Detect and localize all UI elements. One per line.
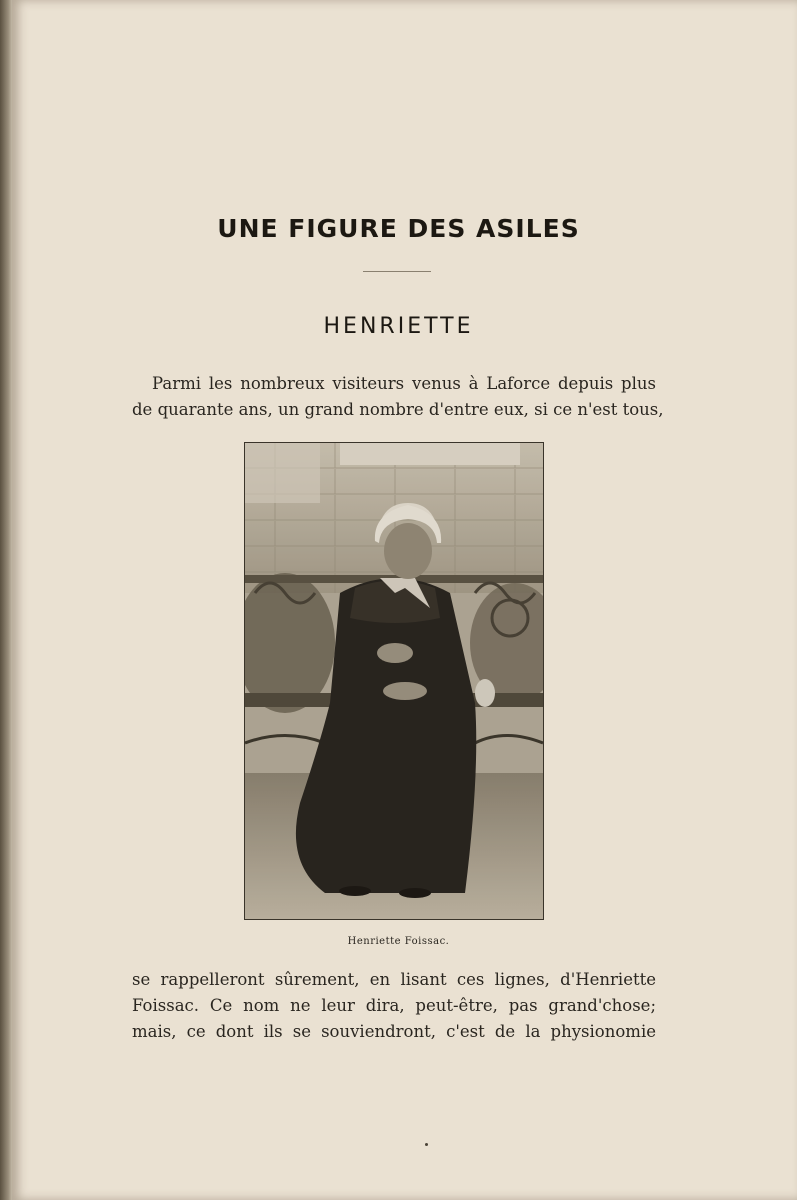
section-heading: HENRIETTE xyxy=(323,314,474,339)
page-title: UNE FIGURE DES ASILES xyxy=(217,214,580,243)
title-divider xyxy=(363,271,431,272)
body-paragraph xyxy=(132,967,656,1045)
body-line-1: se rappelleront sûrement, en lisant ces lignes, d'Henriette xyxy=(132,970,656,989)
photo-caption: Henriette Foissac. xyxy=(347,936,450,947)
intro-paragraph xyxy=(132,371,664,423)
body-line-2: Foissac. Ce nom ne leur dira, peut-être, pas grand'chose; xyxy=(132,996,656,1015)
body-line-3: mais, ce dont ils se souviendront, c'est de la physionomie xyxy=(132,1022,656,1041)
intro-line-2: de quarante ans, un grand nombre d'entre eux, si ce n'est tous, xyxy=(132,400,664,419)
page-mark xyxy=(425,1143,428,1146)
intro-line-1: Parmi les nombreux visiteurs venus à Laforce depuis plus xyxy=(152,374,656,393)
portrait-photo xyxy=(244,442,544,920)
portrait-photo-image xyxy=(245,443,543,919)
